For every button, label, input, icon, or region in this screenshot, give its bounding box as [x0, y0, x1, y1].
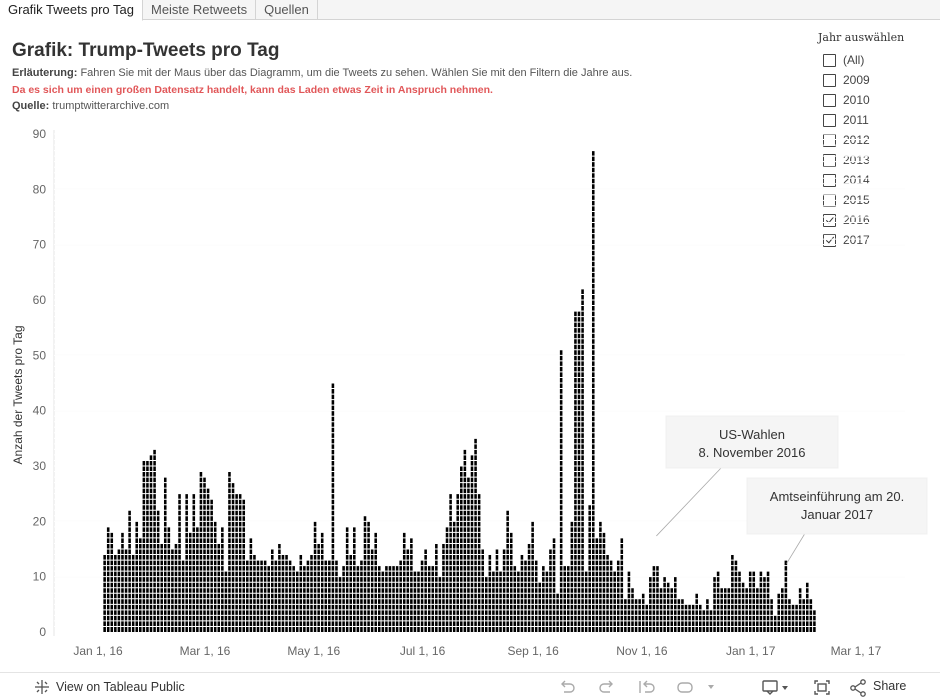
- bar[interactable]: [346, 527, 349, 632]
- view-on-tableau-label: View on Tableau Public: [56, 680, 185, 694]
- filter-option-label: 2010: [843, 93, 870, 107]
- filter-option-all[interactable]: [818, 50, 936, 70]
- bar[interactable]: [795, 604, 798, 632]
- y-tick-label: 10: [32, 569, 46, 584]
- bar[interactable]: [749, 571, 752, 632]
- bar[interactable]: [688, 604, 691, 632]
- y-tick-label: 60: [32, 293, 46, 307]
- filter-option-label: 2017: [843, 233, 870, 247]
- filter-option-label: 2016: [843, 213, 870, 227]
- x-tick-label: Sep 1, 16: [507, 644, 559, 658]
- bar[interactable]: [239, 494, 242, 632]
- bar[interactable]: [364, 516, 367, 632]
- bar[interactable]: [474, 438, 477, 632]
- explanation-body: Fahren Sie mit der Maus über das Diagramm, um die Tweets zu sehen. Wählen Sie mit den Filtern die Jahre aus.: [77, 67, 633, 79]
- bar[interactable]: [760, 571, 763, 632]
- fullscreen-icon[interactable]: [815, 681, 829, 694]
- bar[interactable]: [221, 527, 224, 632]
- bar[interactable]: [774, 615, 777, 632]
- bar[interactable]: [546, 571, 549, 632]
- annotation-leader: [656, 468, 721, 536]
- y-tick-label: 50: [32, 348, 46, 363]
- bar[interactable]: [235, 494, 238, 632]
- bar[interactable]: [178, 494, 181, 632]
- bar[interactable]: [424, 549, 427, 632]
- chevron-down-icon[interactable]: [708, 685, 714, 689]
- bar[interactable]: [478, 494, 481, 632]
- filter-option-2009[interactable]: [818, 70, 936, 90]
- bar[interactable]: [503, 549, 506, 632]
- bar[interactable]: [125, 549, 128, 632]
- bar[interactable]: [492, 571, 495, 632]
- bar[interactable]: [585, 571, 588, 632]
- bar[interactable]: [699, 604, 702, 632]
- bar[interactable]: [806, 582, 809, 632]
- bar[interactable]: [118, 549, 121, 632]
- y-tick-label: 80: [32, 182, 46, 197]
- bar[interactable]: [742, 582, 745, 632]
- bar[interactable]: [417, 571, 420, 632]
- x-tick-label: Jan 1, 17: [726, 644, 776, 658]
- filter-title: Jahr auswählen: [818, 31, 905, 44]
- share-label[interactable]: Share: [873, 679, 907, 693]
- bar[interactable]: [538, 582, 541, 632]
- bar[interactable]: [107, 527, 110, 632]
- bar[interactable]: [517, 571, 520, 632]
- filter-option-label: (All): [843, 53, 865, 67]
- bar[interactable]: [196, 527, 199, 632]
- bar[interactable]: [613, 571, 616, 632]
- bar[interactable]: [353, 527, 356, 632]
- bar[interactable]: [628, 571, 631, 632]
- bar[interactable]: [414, 571, 417, 632]
- annotation-text: 8. November 2016: [698, 445, 806, 460]
- checkbox[interactable]: [823, 94, 836, 107]
- loading-warning: Da es sich um einen großen Datensatz handelt, kann das Laden etwas Zeit in Anspruch nehmen.: [12, 84, 493, 96]
- checkbox[interactable]: [823, 74, 836, 87]
- x-tick-label: May 1, 16: [287, 644, 341, 658]
- bar[interactable]: [185, 494, 188, 632]
- bar[interactable]: [193, 494, 196, 632]
- x-tick-label: Jan 1, 16: [73, 644, 123, 658]
- bar[interactable]: [382, 571, 385, 632]
- tab-grafik-tweets-pro-tag[interactable]: Grafik Tweets pro Tag: [0, 0, 143, 21]
- x-tick-label: Mar 1, 17: [830, 644, 882, 658]
- explanation-text: [12, 67, 632, 79]
- share-icon[interactable]: [851, 680, 865, 696]
- annotation-text: US-Wahlen: [719, 427, 785, 442]
- checkbox[interactable]: [823, 54, 836, 67]
- y-tick-label: 0: [39, 625, 46, 639]
- bar[interactable]: [371, 549, 374, 632]
- y-tick-label: 20: [32, 514, 46, 529]
- bar[interactable]: [171, 549, 174, 632]
- bar[interactable]: [143, 460, 146, 632]
- view-on-tableau-link[interactable]: [34, 679, 185, 695]
- filter-option-label: 2014: [843, 173, 870, 187]
- bar[interactable]: [168, 527, 171, 632]
- y-tick-label: 30: [32, 459, 46, 473]
- y-tick-label: 90: [32, 127, 46, 141]
- download-chevron-icon[interactable]: [782, 686, 788, 690]
- bar[interactable]: [200, 472, 203, 632]
- annotation-text: Amtseinführung am 20.: [769, 489, 905, 504]
- tweets-per-day-chart[interactable]: [0, 118, 940, 670]
- filter-option-label: 2012: [843, 133, 870, 147]
- bar[interactable]: [410, 538, 413, 632]
- filter-option-label: 2009: [843, 73, 870, 87]
- bar[interactable]: [717, 571, 720, 632]
- bar[interactable]: [588, 505, 591, 632]
- toolbar-icons: [558, 679, 898, 697]
- bar[interactable]: [271, 549, 274, 632]
- bar[interactable]: [228, 472, 231, 632]
- tableau-toolbar: [0, 672, 940, 700]
- x-tick-label: Jul 1, 16: [399, 644, 446, 658]
- page-title: Grafik: Trump-Tweets pro Tag: [12, 40, 280, 61]
- bar[interactable]: [449, 494, 452, 632]
- redo-icon[interactable]: [600, 681, 612, 692]
- bar[interactable]: [139, 538, 142, 632]
- tab-quellen[interactable]: Quellen: [256, 0, 318, 20]
- bar[interactable]: [685, 604, 688, 632]
- bar[interactable]: [250, 538, 253, 632]
- dashboard-tabs: [0, 0, 940, 20]
- bar[interactable]: [767, 571, 770, 632]
- tableau-logo-icon: [34, 679, 50, 695]
- annotation-box: [747, 478, 927, 534]
- annotation: [747, 478, 927, 564]
- bar[interactable]: [560, 350, 563, 632]
- bar[interactable]: [296, 571, 299, 632]
- source-body: trumptwitterarchive.com: [49, 100, 170, 112]
- bar[interactable]: [549, 549, 552, 632]
- source-label: Quelle:: [12, 100, 50, 112]
- tab-meiste-retweets[interactable]: Meiste Retweets: [143, 0, 256, 20]
- y-tick-label: 70: [32, 237, 46, 252]
- bar[interactable]: [692, 604, 695, 632]
- x-tick-label: Mar 1, 16: [179, 644, 231, 658]
- bar[interactable]: [738, 571, 741, 632]
- bar[interactable]: [225, 571, 228, 632]
- pause-icon[interactable]: [678, 683, 692, 692]
- annotation-text: Januar 2017: [800, 507, 874, 522]
- comment-icon[interactable]: [763, 681, 777, 694]
- bar[interactable]: [332, 383, 335, 632]
- filter-option-label: 2015: [843, 193, 870, 207]
- explanation-label: Erläuterung:: [12, 67, 78, 79]
- bar[interactable]: [752, 571, 755, 632]
- bar[interactable]: [667, 582, 670, 632]
- bar[interactable]: [645, 604, 648, 632]
- bar[interactable]: [481, 549, 484, 632]
- bar[interactable]: [596, 538, 599, 632]
- undo-icon[interactable]: [562, 681, 574, 692]
- bar[interactable]: [553, 538, 556, 632]
- filter-option-label: 2011: [843, 113, 869, 127]
- bar[interactable]: [496, 549, 499, 632]
- bar[interactable]: [407, 549, 410, 632]
- bar[interactable]: [456, 494, 459, 632]
- bar[interactable]: [146, 460, 149, 632]
- filter-option-2010[interactable]: [818, 90, 936, 110]
- source-text: [12, 100, 169, 112]
- bar[interactable]: [499, 571, 502, 632]
- annotation-box: [666, 416, 838, 468]
- y-axis-title: Anzah der Tweets pro Tag: [11, 325, 25, 465]
- bar[interactable]: [621, 538, 624, 632]
- bar[interactable]: [446, 527, 449, 632]
- x-tick-label: Nov 1, 16: [616, 644, 668, 658]
- filter-option-label: 2013: [843, 153, 870, 167]
- revert-icon[interactable]: [640, 681, 654, 693]
- y-tick-label: 40: [32, 403, 46, 418]
- bar[interactable]: [792, 604, 795, 632]
